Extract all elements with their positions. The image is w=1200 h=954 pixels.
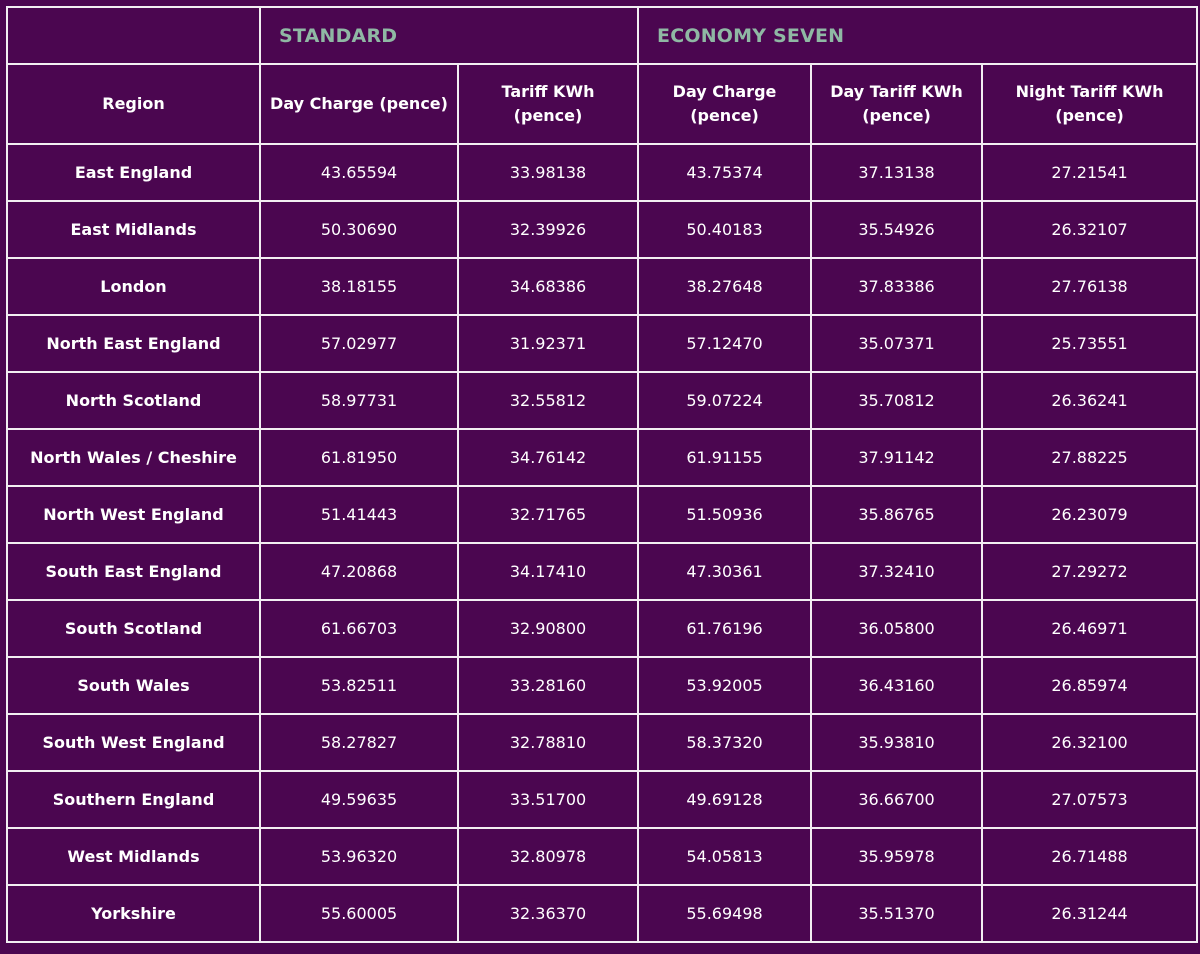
e7-day-tariff-cell: 35.54926 <box>811 201 982 258</box>
standard-day-charge-cell: 43.65594 <box>260 144 458 201</box>
column-header-e7-night-tariff <box>982 64 1197 144</box>
standard-tariff-cell: 32.71765 <box>458 486 638 543</box>
region-cell: West Midlands <box>7 828 260 885</box>
e7-night-tariff-cell: 27.29272 <box>982 543 1197 600</box>
standard-tariff-cell: 32.90800 <box>458 600 638 657</box>
column-header-region: Region <box>7 64 260 144</box>
group-header-standard: STANDARD <box>260 7 638 64</box>
standard-tariff-cell: 34.68386 <box>458 258 638 315</box>
standard-tariff-cell: 34.17410 <box>458 543 638 600</box>
e7-night-tariff-cell: 27.88225 <box>982 429 1197 486</box>
standard-tariff-cell: 32.78810 <box>458 714 638 771</box>
column-header-row <box>7 64 1197 144</box>
column-header-standard-tariff <box>458 64 638 144</box>
e7-day-charge-cell: 54.05813 <box>638 828 811 885</box>
e7-night-tariff-cell: 26.32100 <box>982 714 1197 771</box>
standard-tariff-cell: 34.76142 <box>458 429 638 486</box>
standard-day-charge-cell: 49.59635 <box>260 771 458 828</box>
e7-day-tariff-cell: 37.32410 <box>811 543 982 600</box>
column-header-line: Day Tariff KWh <box>830 82 963 101</box>
e7-day-charge-cell: 43.75374 <box>638 144 811 201</box>
tariff-table <box>6 6 1198 943</box>
table-row <box>7 315 1197 372</box>
e7-day-tariff-cell: 35.07371 <box>811 315 982 372</box>
standard-tariff-cell: 32.55812 <box>458 372 638 429</box>
e7-day-charge-cell: 55.69498 <box>638 885 811 942</box>
table-row <box>7 372 1197 429</box>
standard-tariff-cell: 31.92371 <box>458 315 638 372</box>
table-row <box>7 543 1197 600</box>
standard-day-charge-cell: 61.66703 <box>260 600 458 657</box>
e7-day-charge-cell: 49.69128 <box>638 771 811 828</box>
standard-day-charge-cell: 47.20868 <box>260 543 458 600</box>
column-header-e7-day-charge <box>638 64 811 144</box>
table-row <box>7 600 1197 657</box>
standard-tariff-cell: 32.39926 <box>458 201 638 258</box>
e7-day-charge-cell: 50.40183 <box>638 201 811 258</box>
region-cell: East England <box>7 144 260 201</box>
standard-day-charge-cell: 51.41443 <box>260 486 458 543</box>
table-row <box>7 885 1197 942</box>
table-row <box>7 828 1197 885</box>
e7-day-tariff-cell: 35.95978 <box>811 828 982 885</box>
standard-tariff-cell: 33.98138 <box>458 144 638 201</box>
standard-tariff-cell: 32.80978 <box>458 828 638 885</box>
standard-tariff-cell: 33.28160 <box>458 657 638 714</box>
e7-night-tariff-cell: 26.23079 <box>982 486 1197 543</box>
e7-day-charge-cell: 61.91155 <box>638 429 811 486</box>
standard-day-charge-cell: 55.60005 <box>260 885 458 942</box>
region-cell: North Scotland <box>7 372 260 429</box>
column-header-standard-day-charge: Day Charge (pence) <box>260 64 458 144</box>
e7-night-tariff-cell: 27.07573 <box>982 771 1197 828</box>
region-cell: South Scotland <box>7 600 260 657</box>
table-row <box>7 714 1197 771</box>
tariff-table-body <box>7 144 1197 942</box>
region-cell: Yorkshire <box>7 885 260 942</box>
e7-day-charge-cell: 53.92005 <box>638 657 811 714</box>
column-header-line: (pence) <box>1055 106 1124 125</box>
e7-day-charge-cell: 47.30361 <box>638 543 811 600</box>
e7-day-charge-cell: 59.07224 <box>638 372 811 429</box>
e7-day-tariff-cell: 37.13138 <box>811 144 982 201</box>
e7-night-tariff-cell: 27.21541 <box>982 144 1197 201</box>
column-header-line: (pence) <box>690 106 759 125</box>
e7-night-tariff-cell: 26.71488 <box>982 828 1197 885</box>
e7-day-tariff-cell: 36.05800 <box>811 600 982 657</box>
e7-day-tariff-cell: 36.43160 <box>811 657 982 714</box>
region-cell: North East England <box>7 315 260 372</box>
region-cell: London <box>7 258 260 315</box>
e7-day-tariff-cell: 35.70812 <box>811 372 982 429</box>
e7-night-tariff-cell: 26.85974 <box>982 657 1197 714</box>
table-row <box>7 771 1197 828</box>
column-header-line: (pence) <box>513 106 583 125</box>
group-header-economy-seven: ECONOMY SEVEN <box>638 7 1197 64</box>
standard-day-charge-cell: 57.02977 <box>260 315 458 372</box>
e7-day-charge-cell: 57.12470 <box>638 315 811 372</box>
group-header-row <box>7 7 1197 64</box>
region-cell: Southern England <box>7 771 260 828</box>
standard-day-charge-cell: 58.27827 <box>260 714 458 771</box>
table-row <box>7 429 1197 486</box>
e7-day-tariff-cell: 35.51370 <box>811 885 982 942</box>
standard-tariff-cell: 32.36370 <box>458 885 638 942</box>
table-row <box>7 657 1197 714</box>
standard-day-charge-cell: 50.30690 <box>260 201 458 258</box>
region-cell: East Midlands <box>7 201 260 258</box>
e7-day-charge-cell: 38.27648 <box>638 258 811 315</box>
region-cell: South West England <box>7 714 260 771</box>
table-row <box>7 201 1197 258</box>
standard-day-charge-cell: 61.81950 <box>260 429 458 486</box>
region-cell: North Wales / Cheshire <box>7 429 260 486</box>
e7-day-tariff-cell: 35.86765 <box>811 486 982 543</box>
e7-day-charge-cell: 61.76196 <box>638 600 811 657</box>
e7-night-tariff-cell: 25.73551 <box>982 315 1197 372</box>
standard-day-charge-cell: 53.96320 <box>260 828 458 885</box>
e7-night-tariff-cell: 26.31244 <box>982 885 1197 942</box>
column-header-line: Night Tariff KWh <box>1015 82 1164 101</box>
e7-day-tariff-cell: 36.66700 <box>811 771 982 828</box>
standard-day-charge-cell: 53.82511 <box>260 657 458 714</box>
e7-night-tariff-cell: 27.76138 <box>982 258 1197 315</box>
table-row <box>7 144 1197 201</box>
column-header-line: Day Charge <box>672 82 777 101</box>
table-row <box>7 258 1197 315</box>
e7-day-charge-cell: 58.37320 <box>638 714 811 771</box>
column-header-e7-day-tariff <box>811 64 982 144</box>
standard-tariff-cell: 33.51700 <box>458 771 638 828</box>
e7-day-charge-cell: 51.50936 <box>638 486 811 543</box>
e7-night-tariff-cell: 26.36241 <box>982 372 1197 429</box>
column-header-line: (pence) <box>862 106 931 125</box>
e7-day-tariff-cell: 37.91142 <box>811 429 982 486</box>
group-header-empty <box>7 7 260 64</box>
e7-night-tariff-cell: 26.32107 <box>982 201 1197 258</box>
e7-day-tariff-cell: 37.83386 <box>811 258 982 315</box>
region-cell: North West England <box>7 486 260 543</box>
region-cell: South Wales <box>7 657 260 714</box>
standard-day-charge-cell: 38.18155 <box>260 258 458 315</box>
table-row <box>7 486 1197 543</box>
region-cell: South East England <box>7 543 260 600</box>
e7-day-tariff-cell: 35.93810 <box>811 714 982 771</box>
column-header-line: Tariff KWh <box>501 82 595 101</box>
standard-day-charge-cell: 58.97731 <box>260 372 458 429</box>
e7-night-tariff-cell: 26.46971 <box>982 600 1197 657</box>
